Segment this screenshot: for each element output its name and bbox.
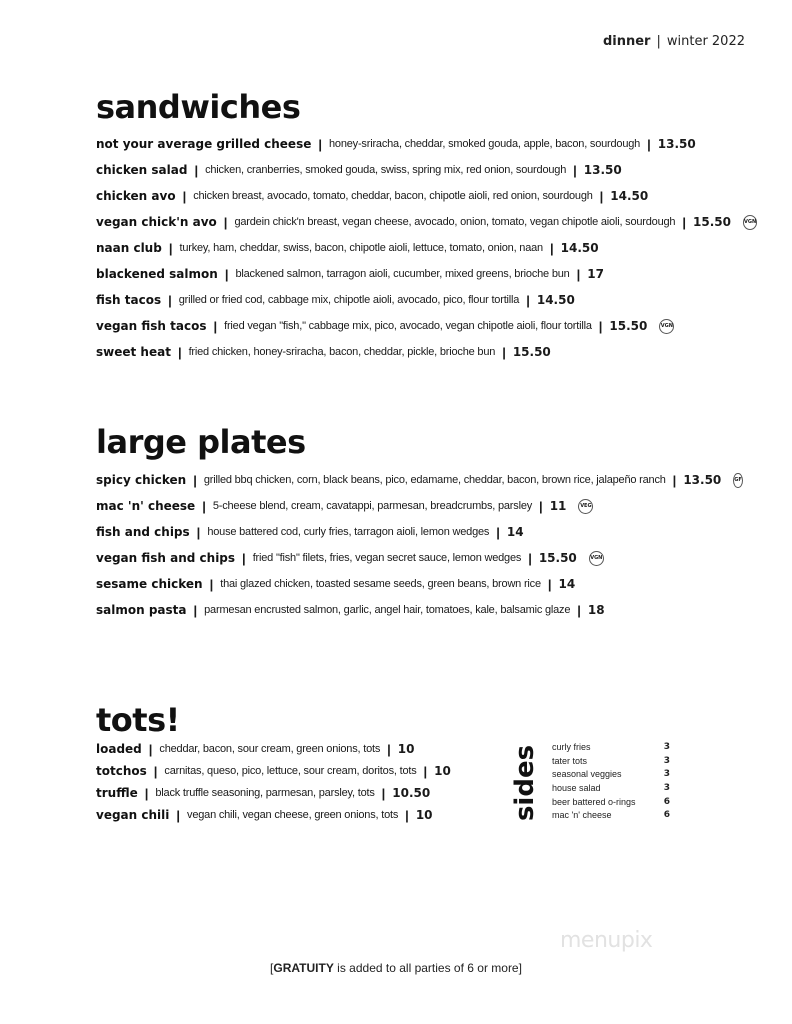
divider: |: [223, 214, 228, 230]
divider: |: [193, 472, 197, 488]
header-separator: |: [656, 34, 661, 49]
meal-label: dinner: [602, 34, 651, 49]
item-description: black truffle seasoning, parmesan, parsley, tots: [155, 787, 375, 799]
side-name: mac 'n' cheese: [552, 810, 612, 821]
item-description: honey-sriracha, cheddar, smoked gouda, apple, bacon, sourdough: [329, 138, 641, 150]
item-price: 14: [558, 577, 576, 591]
item-name: salmon pasta: [96, 603, 187, 617]
item-description: cheddar, bacon, sour cream, green onions, tots: [159, 743, 381, 755]
item-price: 13.50: [683, 473, 722, 487]
item-description: house battered cod, curly fries, tarragon aioli, lemon wedges: [207, 526, 490, 538]
gratuity-strong: GRATUITY: [273, 961, 334, 975]
item-price: 13.50: [657, 137, 696, 151]
diet-badge-icon: GF: [733, 473, 743, 488]
item-price: 17: [587, 267, 604, 281]
item-price: 14.50: [560, 241, 599, 255]
menu-item: [96, 519, 736, 545]
item-price: 15.50: [693, 215, 731, 229]
menu-header-meta: [603, 34, 745, 49]
item-description: gardein chick'n breast, vegan cheese, avocado, onion, tomato, vegan chipotle aioli, sourdough: [234, 216, 676, 228]
menu-item: [96, 287, 736, 313]
diet-badge-icon: VGN: [589, 551, 604, 566]
side-price: 6: [663, 796, 670, 807]
item-name: vegan chili: [96, 808, 170, 822]
side-item: [552, 768, 670, 782]
item-price: 15.50: [512, 345, 551, 359]
item-description: parmesan encrusted salmon, garlic, angel hair, tomatoes, kale, balsamic glaze: [204, 604, 571, 616]
divider: |: [196, 524, 201, 540]
menupix-watermark: menupix: [560, 928, 653, 953]
sides-title-text: sides: [510, 744, 540, 822]
divider: |: [168, 240, 173, 256]
item-price: 18: [587, 603, 605, 617]
side-name: seasonal veggies: [552, 769, 622, 780]
side-name: beer battered o-rings: [552, 796, 636, 807]
divider: |: [526, 292, 530, 308]
diet-badge-icon: VEG: [578, 499, 593, 514]
item-description: fried vegan "fish," cabbage mix, pico, avocado, vegan chipotle aioli, flour tortilla: [224, 320, 592, 332]
item-price: 11: [549, 499, 567, 513]
divider: |: [148, 741, 153, 757]
item-description: chicken breast, avocado, tomato, cheddar, bacon, chipotle aioli, red onion, sourdough: [193, 190, 593, 202]
divider: |: [144, 785, 149, 801]
season-label: winter 2022: [666, 34, 745, 49]
item-name: chicken avo: [96, 189, 176, 203]
side-price: 6: [663, 810, 670, 821]
side-price: 3: [663, 742, 670, 752]
menu-item: [96, 597, 736, 623]
large-plates-list: [96, 467, 742, 623]
divider: |: [647, 136, 651, 152]
item-description: 5-cheese blend, cream, cavatappi, parmesan, breadcrumbs, parsley: [212, 500, 533, 512]
menu-item: [96, 235, 736, 261]
divider: |: [193, 602, 198, 618]
section-title-large-plates: large plates: [96, 423, 306, 461]
divider: |: [242, 550, 246, 566]
side-item: [552, 741, 670, 755]
side-item: [552, 809, 670, 823]
divider: |: [549, 240, 554, 256]
item-description: fried "fish" filets, fries, vegan secret sauce, lemon wedges: [252, 552, 522, 564]
item-price: 10: [434, 764, 451, 778]
item-description: vegan chili, vegan cheese, green onions, tots: [187, 809, 399, 821]
item-name: sesame chicken: [96, 577, 203, 591]
item-price: 15.50: [538, 551, 577, 565]
menu-item: [96, 183, 736, 209]
divider: |: [194, 162, 199, 178]
menu-item: [96, 339, 736, 365]
side-name: curly fries: [552, 742, 591, 752]
divider: |: [573, 162, 577, 178]
menu-item: [96, 313, 736, 339]
item-price: 14.50: [536, 293, 575, 307]
menu-item: [96, 571, 736, 597]
section-title-tots: tots!: [96, 701, 180, 739]
side-price: 3: [663, 769, 670, 780]
menu-item: [96, 131, 736, 157]
divider: |: [502, 344, 506, 360]
side-item: [552, 755, 670, 769]
sides-list: [552, 741, 670, 823]
menu-item: [96, 545, 736, 571]
side-price: 3: [663, 783, 670, 794]
item-name: mac 'n' cheese: [96, 499, 196, 513]
item-description: thai glazed chicken, toasted sesame seeds, green beans, brown rice: [220, 578, 541, 590]
side-name: tater tots: [552, 755, 588, 766]
item-description: chicken, cranberries, smoked gouda, swiss, spring mix, red onion, sourdough: [205, 164, 567, 176]
section-title-sandwiches: sandwiches: [96, 88, 301, 126]
gratuity-open: [: [270, 961, 274, 975]
diet-badge-icon: VGN: [659, 319, 674, 334]
item-price: 14.50: [610, 189, 649, 203]
item-price: 14: [506, 525, 524, 539]
item-name: vegan fish and chips: [96, 551, 236, 565]
divider: |: [182, 188, 187, 204]
divider: |: [387, 741, 391, 757]
item-name: fish and chips: [96, 525, 190, 539]
item-name: truffle: [96, 786, 138, 800]
item-name: chicken salad: [96, 163, 188, 177]
item-name: vegan chick'n avo: [96, 215, 217, 229]
divider: |: [405, 807, 409, 823]
item-price: 15.50: [609, 319, 648, 333]
side-item: [552, 782, 670, 796]
side-price: 3: [663, 755, 670, 766]
menu-item: [96, 157, 736, 183]
menu-item: [96, 493, 736, 519]
divider: |: [176, 807, 181, 823]
item-price: 10: [415, 808, 433, 822]
side-item: [552, 796, 670, 810]
item-name: sweet heat: [96, 345, 171, 359]
item-name: fish tacos: [96, 293, 162, 307]
divider: |: [177, 344, 182, 360]
sandwiches-list: [96, 131, 757, 365]
item-name: blackened salmon: [96, 267, 218, 281]
divider: |: [598, 318, 603, 334]
divider: |: [547, 576, 552, 592]
divider: |: [153, 763, 158, 779]
sides-title: [505, 742, 545, 824]
divider: |: [496, 524, 500, 540]
divider: |: [672, 472, 677, 488]
divider: |: [528, 550, 532, 566]
item-price: 10: [397, 742, 415, 756]
menu-item: [96, 209, 757, 235]
divider: |: [682, 214, 686, 230]
diet-badge-icon: VGN: [743, 215, 757, 230]
side-name: house salad: [552, 783, 601, 794]
item-name: totchos: [96, 764, 147, 778]
item-description: blackened salmon, tarragon aioli, cucumber, mixed greens, brioche bun: [235, 268, 570, 280]
item-name: loaded: [96, 742, 142, 756]
menu-item: [96, 261, 736, 287]
divider: |: [599, 188, 604, 204]
item-price: 10.50: [392, 786, 431, 800]
item-name: naan club: [96, 241, 162, 255]
gratuity-note: [0, 961, 792, 975]
divider: |: [202, 498, 206, 514]
divider: |: [381, 785, 386, 801]
divider: |: [224, 266, 229, 282]
item-description: grilled bbq chicken, corn, black beans, pico, edamame, cheddar, bacon, brown rice, jalapeño ranch: [203, 474, 666, 486]
item-description: grilled or fried cod, cabbage mix, chipotle aioli, avocado, pico, flour tortilla: [178, 294, 520, 306]
divider: |: [168, 292, 172, 308]
item-name: not your average grilled cheese: [96, 137, 312, 151]
divider: |: [576, 266, 581, 282]
divider: |: [209, 576, 214, 592]
divider: |: [213, 318, 218, 334]
item-price: 13.50: [583, 163, 622, 177]
item-description: carnitas, queso, pico, lettuce, sour cream, doritos, tots: [164, 765, 417, 777]
gratuity-rest: is added to all parties of 6 or more]: [333, 961, 522, 975]
divider: |: [318, 136, 322, 152]
divider: |: [539, 498, 543, 514]
divider: |: [423, 763, 428, 779]
divider: |: [577, 602, 581, 618]
item-description: turkey, ham, cheddar, swiss, bacon, chipotle aioli, lettuce, tomato, onion, naan: [179, 242, 543, 254]
item-name: spicy chicken: [96, 473, 187, 487]
item-name: vegan fish tacos: [96, 319, 207, 333]
menu-item: [96, 467, 742, 493]
item-description: fried chicken, honey-sriracha, bacon, cheddar, pickle, brioche bun: [188, 346, 496, 358]
